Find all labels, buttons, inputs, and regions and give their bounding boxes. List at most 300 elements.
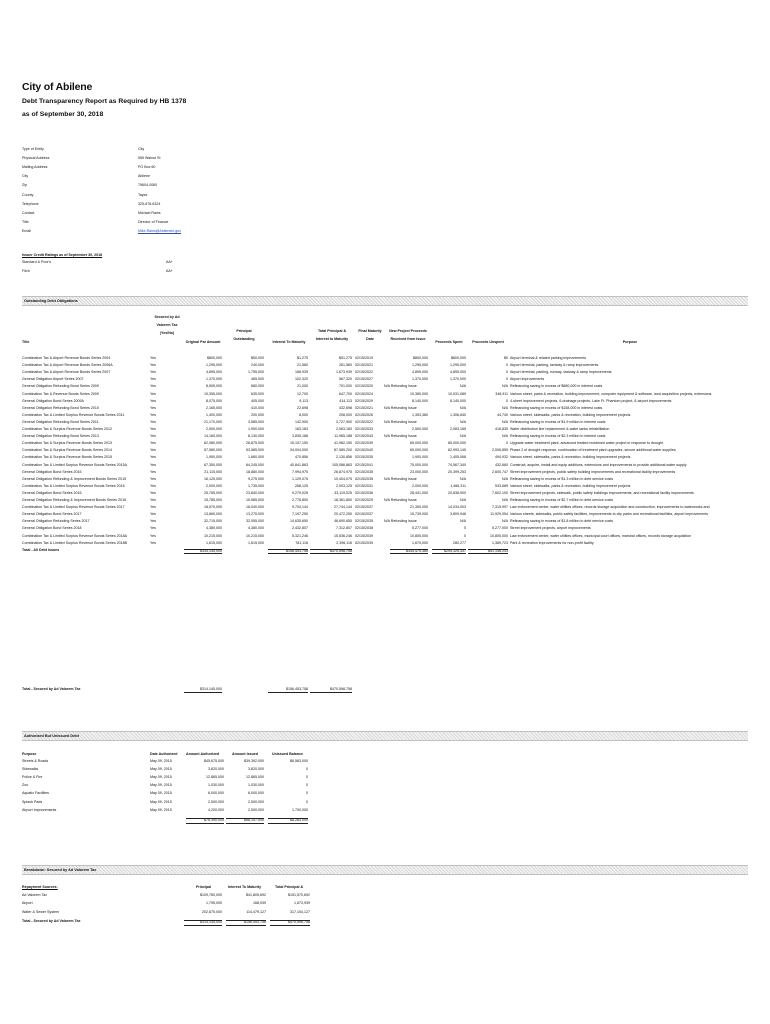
- cell-new-proceeds: 1,353,380: [412, 412, 428, 417]
- total-secured-principal: $156,453,758: [268, 688, 308, 693]
- break-cell-principal: 1,795,000: [206, 901, 222, 906]
- col-header-final: Final Maturity: [358, 329, 382, 333]
- cell-purpose: Various streets, sidewalks, public safety facilities, improvements to city parks and recreational facilities, airport improvements: [510, 512, 709, 517]
- entity-info-value: Abilene: [138, 174, 150, 179]
- cell-spent: 0: [464, 526, 466, 531]
- cell-interest: 21,560: [297, 363, 308, 368]
- break-cell-principal: $109,760,000: [200, 893, 222, 897]
- auth-cell-date: May 09, 2015: [150, 807, 172, 812]
- cell-total: 7,312,807: [336, 526, 352, 531]
- cell-spent: N/A: [460, 384, 466, 389]
- cell-new-proceeds: 10,380,000: [410, 391, 428, 396]
- report-title: City of Abilene: [22, 81, 93, 93]
- cell-interest: 22,698: [297, 405, 308, 410]
- cell-final-date: 02/15/2019: [355, 356, 373, 360]
- cell-secured: Yes: [150, 405, 156, 410]
- cell-new-proceeds: 65,000,000: [410, 441, 428, 446]
- breakdown-band: [22, 865, 748, 875]
- cell-interest: 15,107,150: [290, 441, 308, 446]
- cell-title: General Obligation Bond Series 2016: [22, 490, 82, 495]
- break-cell-total: 317,154,127: [290, 909, 310, 914]
- cell-new-proceeds: N/A Refunding Issue: [384, 419, 417, 424]
- col-header-new-proceeds: New Project Proceeds: [389, 329, 427, 333]
- cell-principal: 8,130,000: [248, 434, 264, 439]
- auth-header-authorized: Amount Authorized: [186, 752, 220, 756]
- cell-unspent: 0: [506, 398, 508, 403]
- cell-purpose: Refinancing saving in excess of $1.9 million in interest costs: [510, 419, 606, 424]
- auth-cell-unissued: 0: [306, 799, 308, 804]
- total-all-principal: $156,453,758: [268, 549, 308, 555]
- cell-new-proceeds: 1,900,000: [412, 455, 428, 460]
- cell-original: 4,895,000: [206, 370, 222, 375]
- cell-spent: N/A: [460, 405, 466, 410]
- cell-final-date: 02/15/2036: [355, 490, 373, 495]
- cell-interest: 7,994,975: [292, 469, 308, 474]
- rating-agency: Standard & Poor's: [22, 260, 52, 264]
- cell-spent: N/A: [460, 434, 466, 439]
- cell-new-proceeds: N/A Refunding Issue: [384, 405, 417, 410]
- cell-final-date: 02/15/2037: [355, 512, 373, 517]
- cell-new-proceeds: 10,805,000: [410, 533, 428, 538]
- cell-total: 10,404,075: [334, 476, 352, 481]
- auth-cell-issued: 1,030,000: [248, 783, 264, 788]
- cell-spent: N/A: [460, 419, 466, 424]
- auth-cell-purpose: Police & Fire: [22, 775, 43, 780]
- cell-purpose: Water distribution line replacement & water tanks rehabilitation: [510, 427, 610, 431]
- cell-final-date: 02/15/2024: [355, 391, 373, 396]
- cell-title: General Obligation Refunding Bond Series 2010: [22, 405, 99, 410]
- cell-interest: 2,432,807: [292, 526, 308, 531]
- cell-final-date: 02/15/2038: [355, 526, 373, 531]
- auth-total-unissued: $8,283,000: [268, 818, 308, 824]
- cell-interest: 9,279,025: [292, 490, 308, 495]
- cell-final-date: 02/15/2031: [355, 483, 373, 488]
- auth-cell-issued: 3,820,000: [248, 767, 264, 772]
- auth-cell-unissued: 0: [306, 775, 308, 780]
- break-cell-source: Ad Valorem Tax: [22, 893, 48, 897]
- col-header-secured: Valorem Tax: [156, 323, 178, 327]
- auth-cell-authorized: 1,030,000: [208, 783, 224, 788]
- cell-unspent: 0: [506, 363, 508, 368]
- cell-title: Combination Tax & Limited Surplus Revenue Bonds Series 2017: [22, 505, 125, 510]
- cell-unspent: N/A: [502, 498, 508, 502]
- auth-cell-authorized: 3,820,000: [208, 767, 224, 772]
- cell-final-date: 02/15/2021: [355, 363, 373, 368]
- cell-principal: 26,875,000: [246, 441, 264, 446]
- cell-final-date: 02/15/2040: [355, 448, 373, 453]
- cell-principal: $50,000: [251, 356, 264, 360]
- cell-interest: 34,004,000: [290, 448, 308, 453]
- cell-unspent: $0: [504, 356, 508, 360]
- cell-interest: 268,125: [295, 483, 308, 488]
- col-header-secured: Secured by Ad: [154, 315, 180, 319]
- cell-unspent: 7,602,100: [492, 490, 508, 495]
- cell-principal: 200,000: [251, 412, 264, 417]
- cell-unspent: N/A: [502, 419, 508, 424]
- total-all-new-proceeds: $345,475,380: [390, 549, 428, 555]
- cell-principal: 240,000: [251, 363, 264, 368]
- cell-total: 2,396,116: [336, 540, 352, 545]
- cell-spent: 1,466,311: [450, 483, 466, 488]
- cell-spent: 280,277: [453, 540, 466, 545]
- cell-purpose: Upgrade water treatment plant, advanced treated reclaimed water project in response to drought: [510, 441, 664, 446]
- col-header-final: Date: [366, 337, 374, 341]
- total-all-unspent: $51,148,243: [468, 549, 508, 555]
- total-secured-original: $314,145,000: [184, 688, 222, 693]
- cell-total: 27,744,144: [334, 505, 352, 510]
- cell-unspent: N/A: [502, 384, 508, 389]
- email-link[interactable]: Mike.Rains@Abilenetx.gov: [138, 228, 181, 233]
- cell-spent: 65,000,000: [448, 441, 466, 446]
- break-header-source: Repayment Sources:: [22, 885, 58, 889]
- entity-info-value: City: [138, 147, 145, 151]
- cell-spent: 1,306,840: [450, 412, 466, 417]
- col-header-purpose: Purpose: [622, 340, 638, 344]
- cell-title: General Obligation Bond Series 2017: [22, 512, 82, 517]
- auth-header-purpose: Purpose: [22, 752, 37, 756]
- cell-title: General Obligation Airport Series 2007: [22, 377, 84, 382]
- cell-title: Combination Tax & Revenue Bonds Series 2009: [22, 391, 99, 396]
- auth-cell-date: May 09, 2015: [150, 791, 172, 796]
- cell-interest: 470,856: [295, 455, 308, 460]
- cell-original: 8,075,000: [206, 398, 222, 403]
- rating-agency: Fitch: [22, 268, 30, 273]
- cell-purpose: Various street, sidewalks, parks & recreation, building improvement projects: [510, 483, 631, 488]
- cell-new-proceeds: 1,295,000: [412, 363, 428, 368]
- cell-spent: 74,567,340: [448, 462, 466, 467]
- cell-unspent: 0: [506, 441, 508, 446]
- cell-title: Combination Tax & Airport Revenue Bonds Series 2007: [22, 370, 111, 375]
- auth-cell-unissued: 0: [306, 791, 308, 796]
- cell-spent: N/A: [460, 519, 466, 524]
- cell-new-proceeds: N/A Refunding Issue: [384, 519, 417, 524]
- cell-total: 41,982,150: [334, 441, 352, 446]
- cell-title: General Obligation Bond Series 2009A: [22, 398, 84, 403]
- col-header-unspent: Proceeds Unspent: [472, 340, 504, 344]
- cell-interest: 14,635,650: [290, 519, 308, 524]
- cell-title: General Obligation Refunding Bond Series 2009: [22, 384, 99, 389]
- cell-principal: 410,000: [251, 405, 264, 410]
- cell-purpose: Phase 2 of drought response, continuation of treatment plant upgrades, secure additional water supplies: [510, 448, 676, 453]
- cell-secured: Yes: [150, 441, 156, 446]
- cell-interest: 102,320: [295, 377, 308, 382]
- col-header-interest: Interest To Maturity: [272, 340, 306, 344]
- auth-cell-unissued: 1,700,000: [292, 807, 308, 812]
- break-cell-interest: 168,939: [253, 901, 266, 906]
- cell-new-proceeds: 2,000,000: [412, 483, 428, 488]
- col-header-total: Total Principal &: [317, 329, 347, 333]
- cell-title: Combination Tax & Limited Surplus Revenue Bonds Series 2015A: [22, 462, 128, 467]
- cell-original: 1,400,000: [206, 412, 222, 417]
- cell-title: Combination Tax & Surplus Revenue Bonds Series 2013: [22, 441, 113, 446]
- cell-spent: 2,083,165: [450, 427, 466, 431]
- cell-principal: 10,215,000: [246, 533, 264, 538]
- total-all-spent: $294,325,337: [432, 549, 466, 555]
- cell-final-date: 02/15/2035: [355, 519, 373, 524]
- cell-unspent: 10,805,000: [490, 533, 508, 538]
- cell-secured: Yes: [150, 391, 156, 396]
- auth-cell-date: May 09, 2015: [150, 759, 172, 763]
- cell-spent: 20,399,253: [448, 469, 466, 474]
- cell-secured: Yes: [150, 519, 156, 524]
- cell-unspent: 494,932: [495, 455, 508, 460]
- cell-secured: Yes: [150, 427, 156, 431]
- cell-spent: 62,993,145: [448, 448, 466, 453]
- cell-principal: 53,585,000: [246, 448, 264, 453]
- cell-unspent: N/A: [502, 476, 508, 481]
- cell-interest: 21,000: [297, 384, 308, 389]
- cell-new-proceeds: 8,140,000: [412, 398, 428, 403]
- auth-cell-purpose: Zoo: [22, 783, 29, 788]
- col-header-principal: Principal: [236, 329, 252, 333]
- auth-cell-issued: 2,500,000: [248, 807, 264, 812]
- cell-title: Combination Tax & Surplus Revenue Bonds Series 2014: [22, 448, 113, 453]
- cell-purpose: Refinancing saving in excess of $158,000 in interest costs: [510, 405, 603, 410]
- entity-info-value: PO Box 60: [138, 165, 156, 170]
- cell-total: 18,361,800: [334, 498, 352, 502]
- cell-final-date: 02/15/2039: [355, 540, 373, 545]
- cell-purpose: Refinancing saving in excess of $1.8 million in debt service costs: [510, 519, 614, 524]
- cell-principal: 4,380,000: [248, 526, 264, 531]
- report-date: as of September 30, 2018: [22, 111, 104, 118]
- cell-new-proceeds: N/A Refunding Issue: [384, 498, 417, 502]
- cell-principal: 32,055,000: [246, 519, 264, 524]
- cell-interest: 2,776,800: [292, 498, 308, 502]
- total-secured-total: $470,598,758: [310, 688, 352, 693]
- cell-principal: 3,585,000: [248, 419, 264, 424]
- cell-original: 15,785,000: [204, 498, 222, 502]
- entity-info-label: Email: [22, 228, 31, 233]
- break-cell-total: $151,570,692: [288, 893, 310, 897]
- entity-info-label: Telephone: [22, 201, 39, 206]
- cell-total: 208,000: [339, 412, 352, 417]
- cell-interest: 142,900: [295, 419, 308, 424]
- cell-principal: 1,660,000: [248, 455, 264, 460]
- col-header-spent: Proceeds Spent: [435, 340, 463, 344]
- cell-title: Combination Tax & Limited Surplus Revenue Bonds Series 2016: [22, 483, 125, 488]
- cell-secured: Yes: [150, 476, 156, 481]
- cell-spent: 1,370,000: [450, 377, 466, 382]
- cell-total: 1,673,939: [336, 370, 352, 375]
- entity-info-value: 555 Walnut St: [138, 156, 161, 161]
- entity-info-label: Type of Entity: [22, 147, 44, 151]
- auth-header-date: Date Authorized: [150, 752, 178, 756]
- authorized-band-label: Authorized But Unissued Debt: [24, 734, 79, 738]
- cell-original: 2,000,000: [206, 483, 222, 488]
- cell-original: 21,170,000: [204, 419, 222, 424]
- cell-purpose: Airport terminal, parking, runway, taxiway & ramp improvements: [510, 370, 612, 375]
- auth-cell-unissued: 0: [306, 767, 308, 772]
- auth-cell-purpose: Aquatic Facilities: [22, 791, 49, 796]
- cell-new-proceeds: 1,670,000: [412, 540, 428, 545]
- auth-cell-authorized: 12,865,000: [206, 775, 224, 780]
- rating-value: AA+: [166, 260, 173, 264]
- cell-new-proceeds: 1,370,000: [412, 377, 428, 382]
- cell-spent: 1,295,000: [450, 363, 466, 368]
- cell-principal: 1,615,000: [248, 540, 264, 545]
- break-total-interest: $156,453,758: [226, 920, 266, 926]
- break-cell-source: Airport: [22, 901, 33, 906]
- cell-secured: Yes: [150, 533, 156, 538]
- cell-purpose: Airport terminal, parking, taxiway & ramp improvements: [510, 363, 599, 368]
- cell-original: 21,115,000: [204, 469, 222, 474]
- cell-purpose: Street improvement projects, public safety building improvements and recreational facility improvements: [510, 469, 676, 474]
- cell-secured: Yes: [150, 469, 156, 474]
- cell-unspent: 11,929,054: [490, 512, 508, 517]
- cell-final-date: 02/15/2035: [355, 455, 373, 460]
- cell-total: 15,536,246: [334, 533, 352, 538]
- cell-title: Combination Tax & Airport Revenue Bonds Series 2004: [22, 356, 111, 360]
- cell-unspent: 0: [506, 377, 508, 382]
- break-cell-interest: 114,479,127: [246, 909, 266, 914]
- cell-spent: 10,031,089: [448, 391, 466, 396]
- auth-cell-issued: $39,392,000: [244, 759, 264, 763]
- cell-unspent: 416,835: [495, 427, 508, 431]
- cell-principal: 18,880,000: [246, 469, 264, 474]
- cell-purpose: Refinancing saving in excess of $680,000 in interest costs: [510, 384, 603, 389]
- total-all-label: Total - All Debt Issues: [22, 547, 60, 552]
- cell-new-proceeds: N/A Refunding Issue: [384, 434, 417, 439]
- auth-cell-purpose: Airport Improvements: [22, 807, 57, 812]
- col-header-secured: (Yes/No): [159, 331, 175, 335]
- cell-new-proceeds: 28,441,000: [410, 490, 428, 495]
- cell-secured: Yes: [150, 483, 156, 488]
- col-header-original: Original Par Amount: [185, 340, 221, 344]
- cell-original: 67,350,000: [204, 462, 222, 467]
- cell-total: 3,727,900: [336, 419, 352, 424]
- cell-secured: Yes: [150, 448, 156, 453]
- cell-total: 33,119,025: [334, 490, 352, 495]
- cell-title: General Obligation Refunding Bond Series 2011: [22, 419, 99, 424]
- entity-info-label: Contact: [22, 210, 35, 215]
- break-header-total: Total Principal &: [275, 885, 304, 889]
- cell-interest: 5,321,246: [292, 533, 308, 538]
- cell-principal: 1,795,000: [248, 370, 264, 375]
- cell-unspent: 533,689: [495, 483, 508, 488]
- cell-interest: 163,183: [295, 427, 308, 431]
- cell-total: 647,700: [339, 391, 352, 396]
- auth-header-unissued: Unissued Balance: [272, 752, 303, 756]
- cell-final-date: 02/15/2037: [355, 505, 373, 510]
- cell-unspent: 1,389,723: [492, 540, 508, 545]
- cell-title: Combination Tax & Surplus Revenue Bonds Series 2015: [22, 455, 113, 460]
- cell-total: 26,874,975: [334, 469, 352, 474]
- cell-principal: 18,040,000: [246, 505, 264, 510]
- cell-final-date: 02/15/2029: [355, 398, 373, 403]
- cell-new-proceeds: 15,739,000: [410, 512, 428, 517]
- cell-principal: 1,900,000: [248, 427, 264, 431]
- cell-title: Combination Tax & Limited Surplus Revenue Bonds Series 2011: [22, 412, 125, 417]
- cell-new-proceeds: 75,000,000: [410, 462, 428, 467]
- cell-final-date: 02/15/2029: [355, 498, 373, 502]
- cell-original: 2,500,000: [206, 427, 222, 431]
- total-secured-label: Total - Secured by Ad Valorem Tax: [22, 687, 81, 691]
- breakdown-band-label: Breakdown: Secured by Ad Valorem Tax: [24, 868, 97, 872]
- col-header-title: Title: [22, 340, 30, 344]
- cell-unspent: 44,740: [497, 412, 508, 417]
- break-header-interest: Interest To Maturity: [228, 885, 262, 889]
- cell-original: $800,000: [207, 356, 222, 360]
- entity-info-value: Taylor: [138, 192, 148, 197]
- cell-original: 1,370,000: [206, 377, 222, 382]
- cell-purpose: Refinancing saving in excess of $2.7 million in debt service costs: [510, 498, 614, 502]
- cell-secured: Yes: [150, 526, 156, 531]
- cell-new-proceeds: $800,000: [413, 356, 428, 360]
- cell-interest: 9,113: [299, 398, 308, 403]
- cell-purpose: Airport improvements: [510, 377, 545, 382]
- cell-original: 32,715,000: [204, 519, 222, 524]
- total-all-total: $470,598,758: [310, 549, 352, 555]
- cell-interest: 1,129,075: [292, 476, 308, 481]
- cell-secured: Yes: [150, 419, 156, 424]
- auth-cell-issued: 12,865,000: [246, 775, 264, 780]
- break-cell-source: Water & Sewer System: [22, 909, 60, 914]
- auth-cell-purpose: Splash Pads: [22, 799, 43, 804]
- cell-total: 11,965,188: [334, 434, 352, 439]
- cell-purpose: Refinancing saving in excess of $1.3 million in debt service costs: [510, 476, 614, 481]
- auth-cell-purpose: Sidewalks: [22, 767, 39, 772]
- cell-spent: 4,895,000: [450, 370, 466, 375]
- auth-cell-date: May 09, 2015: [150, 767, 172, 772]
- cell-spent: 20,838,900: [448, 490, 466, 495]
- cell-original: 1,950,000: [206, 455, 222, 460]
- cell-principal: 635,000: [251, 391, 264, 396]
- auth-cell-authorized: $45,675,000: [204, 759, 224, 763]
- break-header-principal: Principal: [196, 885, 212, 889]
- cell-principal: 465,000: [251, 377, 264, 382]
- cell-title: Combination Tax & Limited Surplus Revenue Bonds Series 2018B: [22, 540, 128, 545]
- cell-secured: Yes: [150, 498, 156, 502]
- cell-original: 2,165,000: [206, 405, 222, 410]
- cell-original: 25,765,000: [204, 490, 222, 495]
- cell-spent: 14,034,003: [448, 505, 466, 510]
- cell-new-proceeds: 21,350,000: [410, 505, 428, 510]
- entity-info-label: Mailing Address: [22, 165, 48, 170]
- cell-principal: 9,275,000: [248, 476, 264, 481]
- cell-secured: Yes: [150, 505, 156, 510]
- cell-purpose: Refinancing saving in excess of $2.3 million in interest costs: [510, 434, 606, 439]
- cell-final-date: 02/15/2022: [355, 370, 373, 375]
- entity-info-label: Physical Address: [22, 156, 50, 161]
- cell-secured: Yes: [150, 462, 156, 467]
- cell-title: General Obligation Bond Series 2015: [22, 469, 82, 474]
- cell-final-date: 02/15/2033: [355, 427, 373, 431]
- cell-final-date: 02/15/2026: [355, 412, 373, 417]
- cell-original: 16,125,000: [204, 476, 222, 481]
- cell-secured: Yes: [150, 540, 156, 545]
- cell-total: 567,320: [339, 377, 352, 382]
- cell-interest: 40,841,863: [290, 462, 308, 467]
- entity-info-value: 325-676-6324: [138, 201, 161, 206]
- cell-original: 57,580,000: [204, 448, 222, 453]
- cell-final-date: 02/15/2041: [355, 462, 373, 467]
- cell-original: 10,355,000: [204, 391, 222, 396]
- auth-total-authorized: $76,390,000: [186, 818, 224, 824]
- cell-original: 4,380,000: [206, 526, 222, 531]
- cell-purpose: 4-sheet improvement projects, 6-drainage projects, Lake Ft. Phantom project, & airport improvements: [510, 398, 672, 403]
- auth-cell-issued: 6,000,000: [248, 791, 264, 796]
- cell-purpose: Construct, acquire, install and equip additions, extensions and improvements to provide additional water supply: [510, 462, 687, 467]
- ratings-heading: Issuer Credit Ratings as of September 30, 2018: [22, 253, 103, 257]
- entity-info-value: Director of Finance: [138, 219, 169, 224]
- cell-unspent: 0: [506, 370, 508, 375]
- cell-principal: 15,585,000: [246, 498, 264, 502]
- cell-principal: 23,840,000: [246, 490, 264, 495]
- cell-unspent: 432,660: [495, 462, 508, 467]
- col-header-new-proceeds: Received from Issue: [390, 337, 426, 341]
- cell-title: General Obligation Refunding Series 2017: [22, 519, 90, 524]
- cell-original: 14,160,000: [204, 434, 222, 439]
